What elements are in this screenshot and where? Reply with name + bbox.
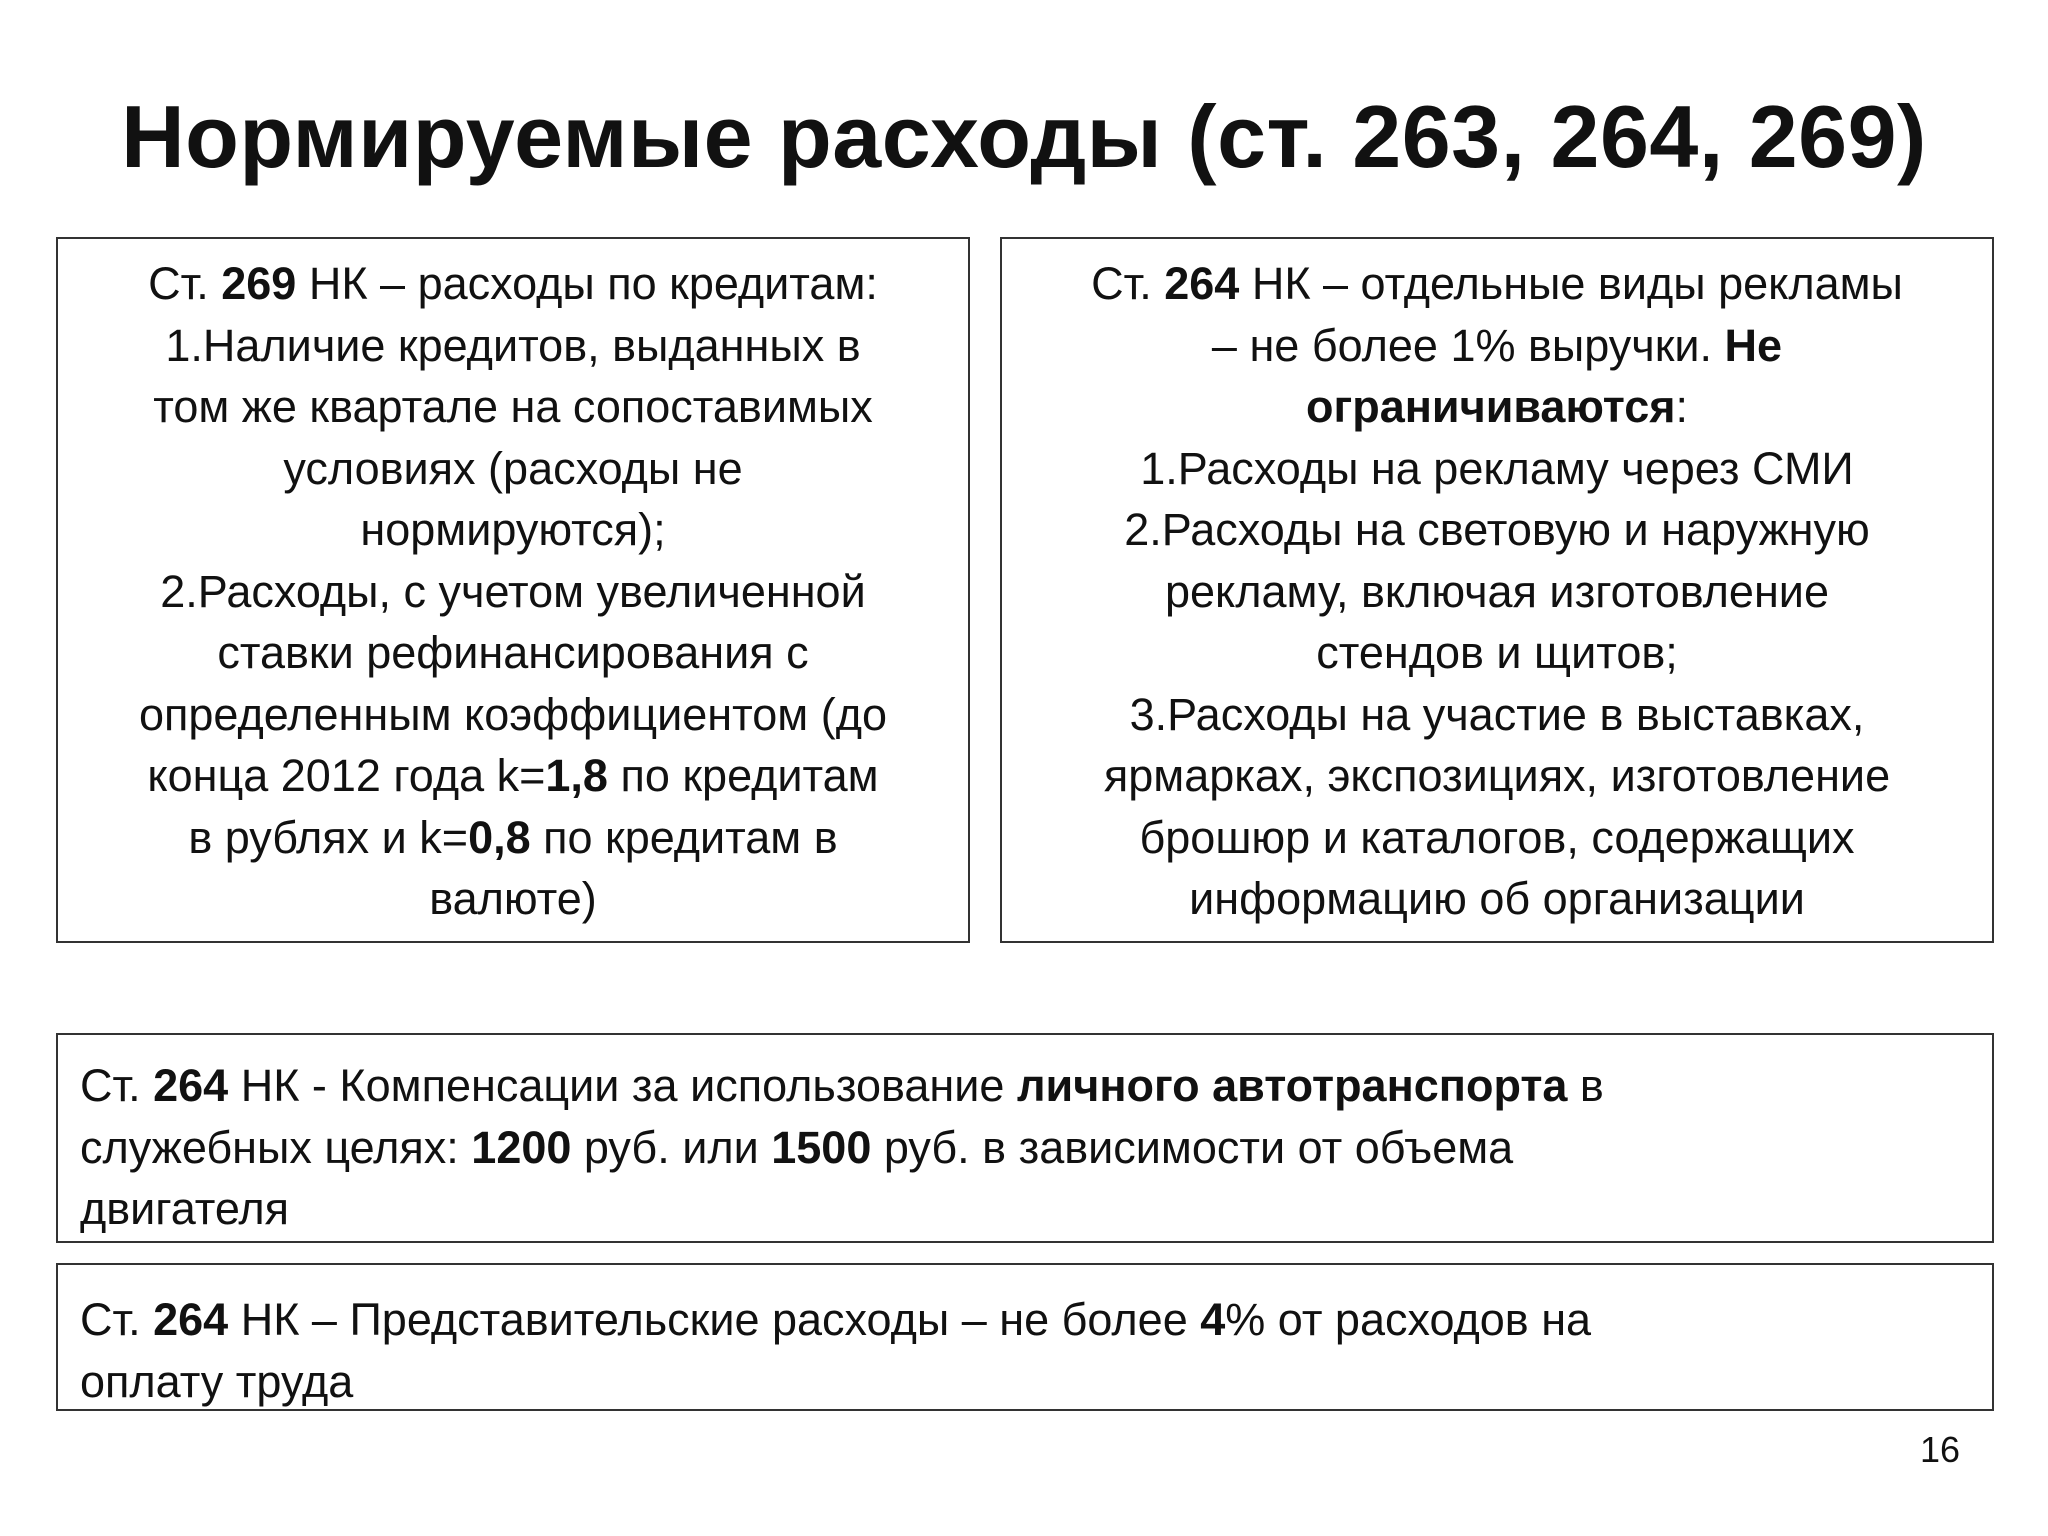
coefficient-value: 0,8 (468, 811, 531, 863)
auto-text: в (1567, 1060, 1604, 1111)
credits-line-8: определенным коэффициентом (до (138, 688, 887, 740)
vehicle-compensation-box (56, 1033, 1994, 1243)
rep-line-2: оплату труда (80, 1355, 354, 1407)
auto-text: служебных целях: (80, 1121, 472, 1173)
ads-emphasis: ограничиваются (1305, 381, 1676, 432)
ads-text: Ст. (1091, 258, 1165, 309)
credits-line-4: условиях (расходы не (283, 442, 743, 494)
credits-line-9 (58, 745, 968, 807)
credits-line-7: ставки рефинансирования с (217, 627, 809, 678)
auto-line-3: двигателя (80, 1183, 290, 1234)
auto-text: НК - Компенсации за использование (228, 1060, 1017, 1111)
advertising-expenses-box (1000, 237, 1994, 943)
ads-line-2 (1002, 315, 1992, 377)
ads-line-10: брошюр и каталогов, содержащих (1139, 811, 1855, 863)
article-number: 264 (1164, 258, 1240, 309)
article-number: 269 (221, 258, 297, 309)
credits-text: в рублях и k= (188, 811, 469, 863)
ads-text: : (1675, 381, 1689, 432)
ads-line-11: информацию об организации (1189, 873, 1805, 924)
credits-text: по кредитам в (530, 811, 838, 863)
ads-text: НК – отдельные виды рекламы (1239, 258, 1903, 309)
ads-line-1 (1002, 253, 1992, 315)
credits-text: Ст. (148, 258, 222, 309)
ads-line-7: стендов и щитов; (1316, 627, 1678, 678)
coefficient-value: 1,8 (545, 750, 608, 801)
amount-value: 1500 (771, 1121, 872, 1173)
ads-emphasis: Не (1724, 319, 1783, 371)
auto-line-2 (80, 1117, 1982, 1179)
rep-text: % от расходов на (1225, 1294, 1592, 1345)
ads-line-5: 2.Расходы на световую и наружную (1124, 504, 1870, 555)
credits-line-6: 2.Расходы, с учетом увеличенной (160, 565, 866, 617)
auto-line-1 (80, 1055, 1982, 1117)
credits-line-11: валюте) (429, 873, 597, 924)
auto-text: Ст. (80, 1060, 154, 1111)
ads-line-9: ярмарках, экспозициях, изготовление (1103, 750, 1891, 801)
rep-text: НК – Представительские расходы – не более (228, 1294, 1201, 1345)
credits-line-3: том же квартале на сопоставимых (153, 381, 873, 432)
ads-text: – не более 1% выручки. (1211, 319, 1725, 371)
auto-emphasis: личного автотранспорта (1016, 1060, 1568, 1111)
credits-text: НК – расходы по кредитам: (296, 258, 878, 309)
article-number: 264 (153, 1060, 229, 1111)
representative-expenses-box (56, 1263, 1994, 1411)
amount-value: 1200 (471, 1121, 572, 1173)
ads-line-3 (1002, 376, 1992, 438)
auto-text: руб. в зависимости от объема (871, 1121, 1514, 1173)
credits-line-1 (58, 253, 968, 315)
page-number: 16 (1919, 1429, 1960, 1470)
ads-line-8: 3.Расходы на участие в выставках, (1129, 688, 1865, 740)
credits-line-10 (58, 807, 968, 869)
ads-line-6: рекламу, включая изготовление (1165, 565, 1829, 617)
percent-value: 4 (1200, 1294, 1226, 1345)
credits-line-2: 1.Наличие кредитов, выданных в (165, 319, 861, 371)
slide-title: Нормируемые расходы (ст. 263, 264, 269) (121, 87, 1927, 186)
rep-line-1 (80, 1289, 1982, 1351)
credits-text: конца 2012 года k= (147, 750, 546, 801)
credits-text: по кредитам (607, 750, 879, 801)
credits-line-5: нормируются); (360, 504, 666, 555)
credits-expenses-box (56, 237, 970, 943)
ads-line-4: 1.Расходы на рекламу через СМИ (1140, 442, 1854, 494)
rep-text: Ст. (80, 1294, 154, 1345)
article-number: 264 (153, 1294, 229, 1345)
auto-text: руб. или (571, 1121, 772, 1173)
